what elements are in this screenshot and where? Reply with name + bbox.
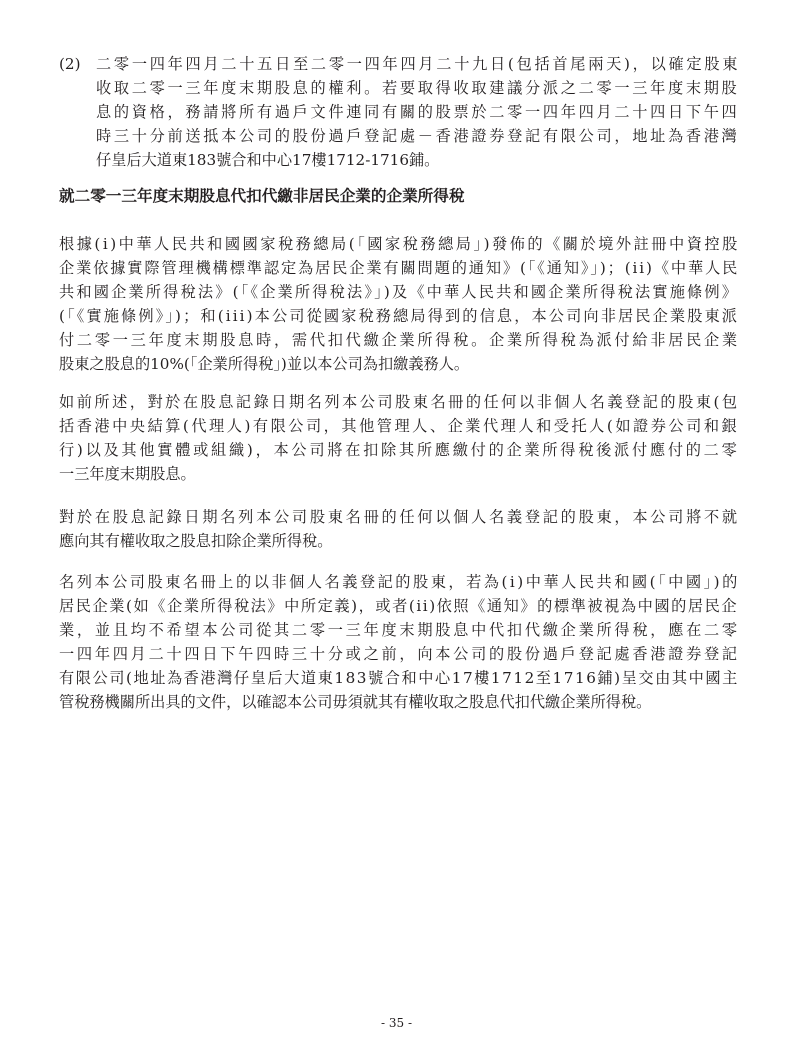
item-2-line: 時三十分前送抵本公司的股份過戶登記處－香港證券登記有限公司，地址為香港灣 (96, 127, 740, 145)
paragraph-line: 名列本公司股東名冊上的以非個人名義登記的股東，若為(i)中華人民共和國(「中國」)的 (59, 573, 740, 591)
paragraph-line: 一四年四月二十四日下午四時三十分或之前，向本公司的股份過戶登記處香港證券登記 (59, 645, 740, 663)
paragraph-line: 有限公司(地址為香港灣仔皇后大道東183號合和中心17樓1712至1716鋪)呈交由其中國主 (59, 669, 739, 687)
paragraph-line: (「《實施條例》」)；和(iii)本公司從國家稅務總局得到的信息，本公司向非居民企業股東派 (59, 307, 740, 325)
paragraph-line: 對於在股息記錄日期名列本公司股東名冊的任何以個人名義登記的股東，本公司將不就 (59, 508, 740, 526)
paragraph-line: 付二零一三年度末期股息時，需代扣代繳企業所得稅。企業所得稅為派付給非居民企業 (59, 331, 740, 349)
item-2-line: 收取二零一三年度末期股息的權利。若要取得收取建議分派之二零一三年度末期股 (96, 79, 740, 97)
page-number: - 35 - (380, 1016, 412, 1030)
paragraph-1 (59, 232, 740, 376)
paragraph-line: 根據(i)中華人民共和國國家稅務總局(「國家稅務總局」)發佈的《關於境外註冊中資控股 (59, 235, 740, 253)
section-heading: 就二零一三年度末期股息代扣代繳非居民企業的企業所得稅 (59, 187, 465, 205)
item-2-line: 息的資格，務請將所有過戶文件連同有關的股票於二零一四年四月二十四日下午四 (96, 103, 740, 121)
paragraph-line: 行)以及其他實體或組織)，本公司將在扣除其所應繳付的企業所得稅後派付應付的二零 (59, 441, 740, 459)
paragraph-line: 股東之股息的10%(「企業所得稅」)並以本公司為扣繳義務人。 (59, 355, 470, 373)
item-2 (59, 52, 741, 172)
paragraph-line: 居民企業(如《企業所得稅法》中所定義)，或者(ii)依照《通知》的標準被視為中國的居民企 (59, 597, 739, 615)
paragraph-line: 業，並且均不希望本公司從其二零一三年度末期股息中代扣代繳企業所得稅，應在二零 (59, 621, 740, 639)
paragraph-line: 管稅務機關所出具的文件，以確認本公司毋須就其有權收取之股息代扣代繳企業所得稅。 (59, 693, 652, 711)
item-2-line: 二零一四年四月二十五日至二零一四年四月二十九日(包括首尾兩天)，以確定股東 (96, 55, 741, 73)
item-2-line: 仔皇后大道東183號合和中心17樓1712-1716鋪。 (96, 151, 440, 169)
paragraph-line: 一三年度末期股息。 (59, 465, 196, 483)
paragraph-line: 應向其有權收取之股息扣除企業所得稅。 (59, 532, 333, 550)
paragraph-line: 括香港中央結算(代理人)有限公司，其他管理人、企業代理人和受托人(如證券公司和銀 (59, 417, 740, 435)
item-number: (2) (59, 55, 81, 73)
paragraph-3 (59, 505, 740, 553)
paragraph-2 (59, 390, 740, 486)
paragraph-line: 如前所述，對於在股息記錄日期名列本公司股東名冊的任何以非個人名義登記的股東(包 (59, 393, 740, 411)
paragraph-line: 企業依據實際管理機構標準認定為居民企業有關問題的通知》(「《通知》」)；(ii)《中華人民 (59, 259, 740, 277)
paragraph-line: 共和國企業所得稅法》(「《企業所得稅法》」)及《中華人民共和國企業所得稅法實施條例》 (59, 283, 740, 301)
paragraph-4 (59, 570, 740, 714)
